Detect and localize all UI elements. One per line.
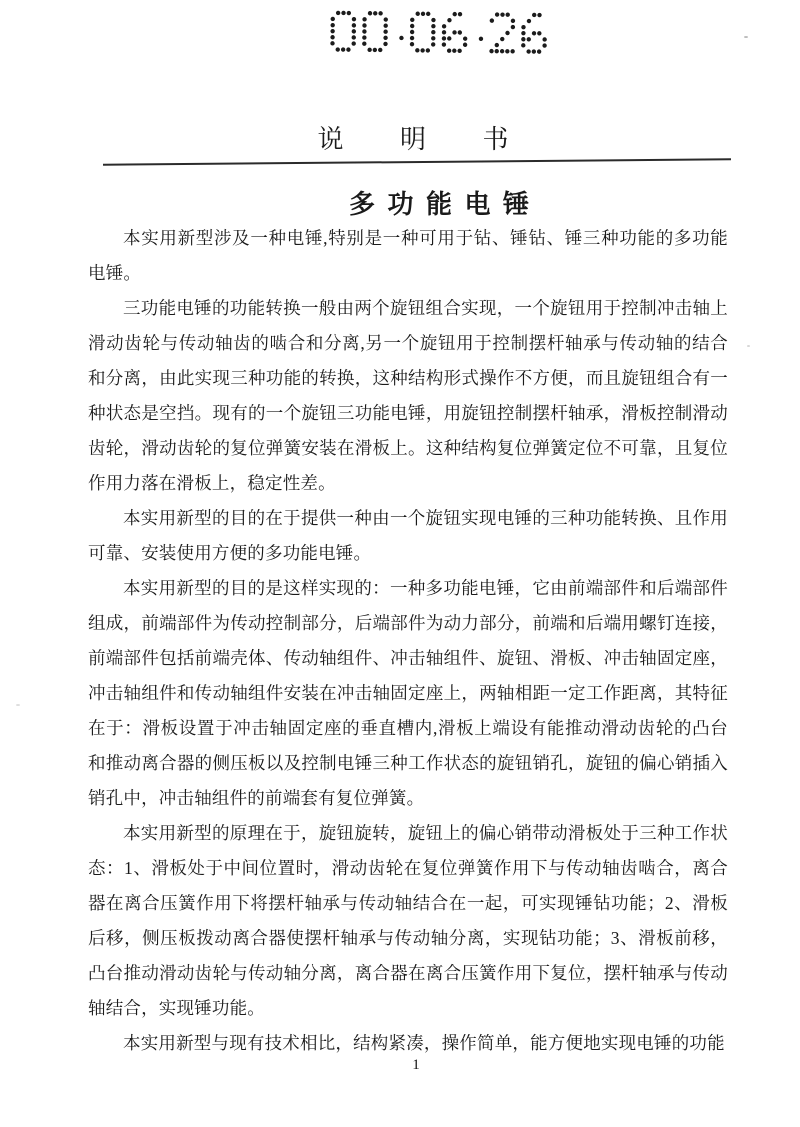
scan-speck: [744, 36, 748, 38]
header-rule: [103, 158, 731, 165]
paragraph: 本实用新型涉及一种电锤,特别是一种可用于钻、锤钻、锤三种功能的多功能电锤。: [88, 228, 728, 283]
dot-matrix-date: [330, 10, 553, 55]
section-header: 说 明 书: [317, 125, 533, 154]
paragraph: 本实用新型的目的在于提供一种由一个旋钮实现电锤的三种功能转换、且作用可靠、安装使用方便的多功能电锤。: [88, 508, 728, 563]
scan-speck: [747, 345, 750, 347]
paragraph: 本实用新型与现有技术相比，结构紧凑，操作简单，能方便地实现电锤的功能: [123, 1033, 725, 1053]
invention-title: 多 功 能 电 锤: [348, 190, 532, 219]
page-number: 1: [412, 1057, 420, 1073]
paragraph: 三功能电锤的功能转换一般由两个旋钮组合实现，一个旋钮用于控制冲击轴上滑动齿轮与传动轴齿的啮合和分离,另一个旋钮用于控制摆杆轴承与传动轴的结合和分离，由此实现三种功能的转换，这种结构形式操作不方便，而且旋钮组合有一种状态是空挡。现有的一个旋钮三功能电锤，用旋钮控制摆杆轴承，滑板控制滑动齿轮，滑动齿轮的复位弹簧安装在滑板上。这种结构复位弹簧定位不可靠，且复位作用力落在滑板上，稳定性差。: [88, 298, 728, 493]
specification-body: [88, 221, 728, 1061]
paragraph: 本实用新型的目的是这样实现的：一种多功能电锤，它由前端部件和后端部件组成，前端部件为传动控制部分，后端部件为动力部分，前端和后端用螺钉连接，前端部件包括前端壳体、传动轴组件、冲击轴组件、旋钮、滑板、冲击轴固定座，冲击轴组件和传动轴组件安装在冲击轴固定座上，两轴相距一定工作距离，其特征在于：滑板设置于冲击轴固定座的垂直槽内,滑板上端设有能推动滑动齿轮的凸台和推动离合器的侧压板以及控制电锤三种工作状态的旋钮销孔，旋钮的偏心销插入销孔中，冲击轴组件的前端套有复位弹簧。: [88, 578, 728, 808]
paragraph: 本实用新型的原理在于，旋钮旋转，旋钮上的偏心销带动滑板处于三种工作状态：1、滑板处于中间位置时，滑动齿轮在复位弹簧作用下与传动轴齿啮合，离合器在离合压簧作用下将摆杆轴承与传动轴结合在一起，可实现锤钻功能；2、滑板后移，侧压板拨动离合器使摆杆轴承与传动轴分离，实现钻功能；3、滑板前移，凸台推动滑动齿轮与传动轴分离，离合器在离合压簧作用下复位，摆杆轴承与传动轴结合，实现锤功能。: [88, 823, 728, 1018]
date-stamp: [330, 10, 553, 60]
scan-speck: [16, 704, 20, 706]
